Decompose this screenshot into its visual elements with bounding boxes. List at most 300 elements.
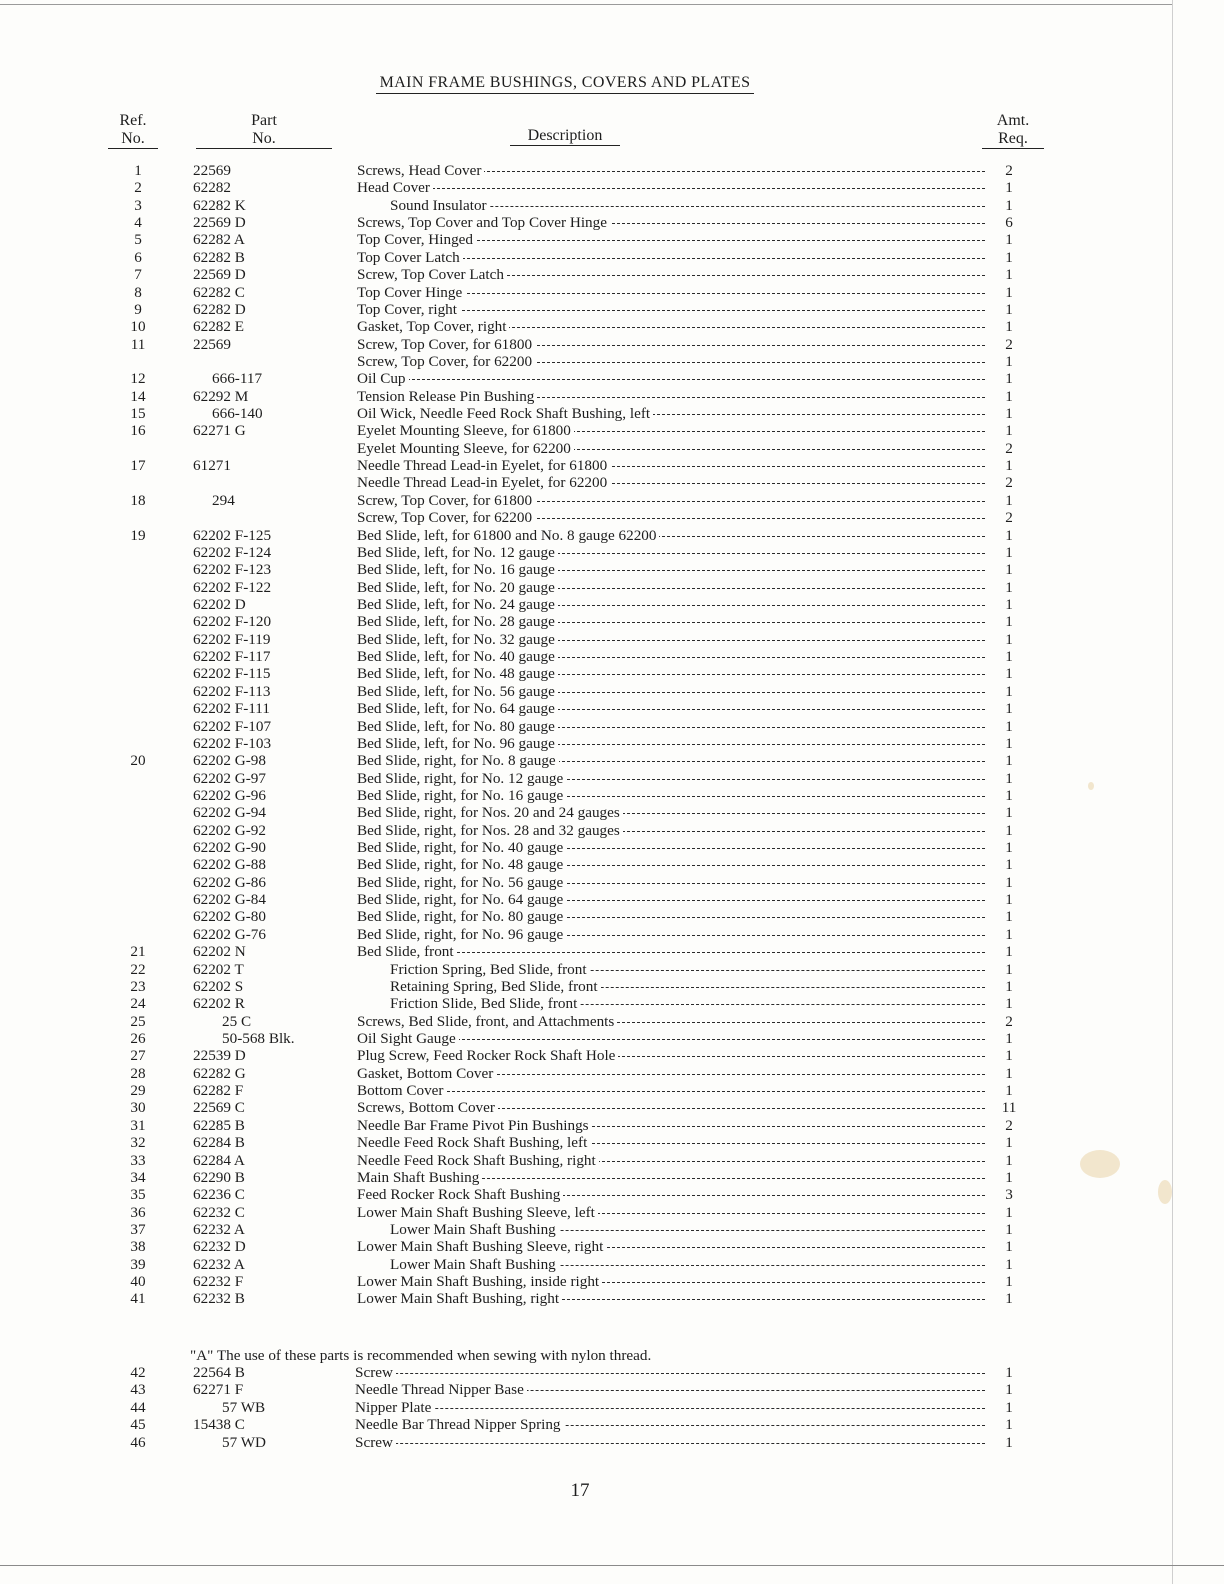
- table-row: [0, 1290, 1224, 1307]
- amount-required: 1: [1005, 977, 1013, 995]
- ref-no: 33: [130, 1151, 146, 1169]
- part-no: 62202 F-119: [193, 630, 271, 648]
- description-text: Feed Rocker Rock Shaft Bushing: [357, 1186, 563, 1203]
- ref-no: 11: [130, 335, 146, 353]
- amount-required: 1: [1005, 908, 1013, 926]
- part-no: 62202 G-86: [193, 873, 266, 891]
- amount-required: 1: [1005, 179, 1013, 197]
- description-text: Retaining Spring, Bed Slide, front: [390, 978, 601, 995]
- ref-no: 29: [130, 1082, 146, 1100]
- part-no: 62202 G-96: [193, 786, 266, 804]
- amount-required: 1: [1005, 1364, 1013, 1381]
- description-text: Bed Slide, right, for No. 40 gauge: [357, 839, 566, 856]
- description: [357, 891, 989, 908]
- description-text: Bed Slide, left, for No. 16 gauge: [357, 561, 558, 578]
- description: [357, 231, 989, 248]
- table-row: [0, 422, 1224, 439]
- part-no: 62232 B: [193, 1290, 245, 1308]
- description: [357, 162, 989, 179]
- description-text: Needle Bar Frame Pivot Pin Bushings: [357, 1117, 592, 1134]
- page-title: MAIN FRAME BUSHINGS, COVERS AND PLATES: [0, 73, 1130, 93]
- description: [357, 561, 989, 578]
- description: [357, 596, 989, 613]
- amount-required: 2: [1005, 162, 1013, 179]
- part-no: 62202 G-94: [193, 804, 266, 822]
- ref-no: 44: [130, 1398, 146, 1416]
- header-part-no: Part No.: [196, 112, 332, 149]
- description: [357, 457, 989, 474]
- part-no: 62202 T: [193, 960, 244, 978]
- table-row: [0, 266, 1224, 283]
- description-text: Needle Thread Lead-in Eyelet, for 62200: [357, 474, 610, 491]
- part-no: 62271 G: [193, 422, 246, 440]
- table-row: [0, 1169, 1224, 1186]
- page-edge-bottom: [0, 1565, 1224, 1566]
- description: [390, 995, 989, 1012]
- table-row: [0, 179, 1224, 196]
- description-text: Bed Slide, left, for No. 40 gauge: [357, 648, 558, 665]
- amount-required: 1: [1005, 821, 1013, 839]
- amount-required: 1: [1005, 266, 1013, 284]
- table-row: [0, 301, 1224, 318]
- part-no: 62284 B: [193, 1134, 245, 1152]
- description-text: Bed Slide, right, for Nos. 28 and 32 gauges: [357, 822, 623, 839]
- page-edge-top: [0, 4, 1172, 5]
- ref-no: 2: [134, 179, 142, 197]
- description-text: Bed Slide, left, for No. 48 gauge: [357, 665, 558, 682]
- description-text: Screw, Top Cover, for 62200: [357, 353, 535, 370]
- part-no: 62282 F: [193, 1082, 244, 1100]
- table-row: [0, 1047, 1224, 1064]
- table-row: [0, 1256, 1224, 1273]
- description-text: Oil Wick, Needle Feed Rock Shaft Bushing, left: [357, 405, 653, 422]
- description-text: Top Cover, right: [357, 301, 460, 318]
- description-text: Screws, Top Cover and Top Cover Hinge: [357, 214, 610, 231]
- amount-required: 1: [1005, 648, 1013, 666]
- description: [357, 249, 989, 266]
- ref-no: 15: [130, 405, 146, 423]
- description-text: Bed Slide, left, for No. 64 gauge: [357, 700, 558, 717]
- part-no: 62202 G-90: [193, 839, 266, 857]
- amount-required: 1: [1005, 717, 1013, 735]
- ref-no: 31: [130, 1116, 146, 1134]
- description: [357, 839, 989, 856]
- table-row: [0, 1065, 1224, 1082]
- part-no: 57 WB: [222, 1398, 266, 1416]
- amount-required: 1: [1005, 352, 1013, 370]
- table-row: [0, 665, 1224, 682]
- amount-required: 1: [1005, 248, 1013, 266]
- description-text: Gasket, Bottom Cover: [357, 1065, 496, 1082]
- description: [357, 683, 989, 700]
- description-text: Bed Slide, left, for 61800 and No. 8 gauge 62200: [357, 527, 659, 544]
- description-text: Friction Spring, Bed Slide, front: [390, 961, 590, 978]
- ref-no: 37: [130, 1220, 146, 1238]
- part-no: 57 WD: [222, 1433, 267, 1451]
- amount-required: 1: [1005, 1047, 1013, 1065]
- description-text: Bed Slide, left, for No. 96 gauge: [357, 735, 558, 752]
- part-no: 62282 D: [193, 300, 246, 318]
- description-text: Bed Slide, right, for No. 12 gauge: [357, 770, 566, 787]
- table-row: [0, 440, 1224, 457]
- part-no: 62202 F-124: [193, 543, 272, 561]
- table-row: [0, 1273, 1224, 1290]
- ref-no: 41: [130, 1290, 146, 1308]
- table-row: [0, 1434, 1224, 1451]
- part-no: 666-117: [212, 370, 263, 388]
- description-text: Bed Slide, left, for No. 32 gauge: [357, 631, 558, 648]
- amount-required: 2: [1005, 439, 1013, 457]
- ref-no: 35: [130, 1186, 146, 1204]
- amount-required: 1: [1005, 786, 1013, 804]
- ref-no: 46: [130, 1433, 146, 1451]
- description: [357, 1117, 989, 1134]
- description: [357, 874, 989, 891]
- amount-required: 2: [1005, 335, 1013, 353]
- table-row: [0, 214, 1224, 231]
- amount-required: 1: [1005, 526, 1013, 544]
- description: [357, 735, 989, 752]
- amount-required: 1: [1005, 596, 1013, 613]
- description-text: Head Cover: [357, 179, 433, 196]
- amount-required: 1: [1005, 943, 1013, 961]
- description: [357, 908, 989, 925]
- description: [357, 943, 989, 960]
- description: [357, 1290, 989, 1307]
- part-no: 62292 M: [193, 387, 249, 405]
- ref-no: 10: [130, 318, 146, 336]
- table-row: [0, 318, 1224, 335]
- description-text: Bed Slide, left, for No. 24 gauge: [357, 596, 558, 613]
- description: [357, 474, 989, 491]
- description-text: Lower Main Shaft Bushing Sleeve, left: [357, 1204, 598, 1221]
- part-no: 62202 G-92: [193, 821, 266, 839]
- amount-required: 1: [1005, 1134, 1013, 1152]
- table-row: [0, 943, 1224, 960]
- amount-required: 1: [1005, 1290, 1013, 1308]
- amount-required: 1: [1005, 1433, 1013, 1451]
- description: [357, 631, 989, 648]
- part-no: 62202 F-117: [193, 648, 271, 666]
- table-row: [0, 631, 1224, 648]
- description: [357, 405, 989, 422]
- description: [357, 752, 989, 769]
- amount-required: 1: [1005, 630, 1013, 648]
- description-text: Main Shaft Bushing: [357, 1169, 482, 1186]
- ref-no: 19: [130, 526, 146, 544]
- description: [357, 1013, 989, 1030]
- description: [357, 1204, 989, 1221]
- part-no: 62284 A: [193, 1151, 245, 1169]
- description-text: Needle Feed Rock Shaft Bushing, right: [357, 1152, 599, 1169]
- description-text: Eyelet Mounting Sleeve, for 62200: [357, 440, 574, 457]
- amount-required: 1: [1005, 422, 1013, 440]
- table-row: [0, 978, 1224, 995]
- part-no: 62282 C: [193, 283, 245, 301]
- part-no: 62271 F: [193, 1381, 244, 1399]
- table-row: [0, 1082, 1224, 1099]
- table-row: [0, 197, 1224, 214]
- amount-required: 1: [1005, 283, 1013, 301]
- description: [357, 926, 989, 943]
- description: [357, 179, 989, 196]
- part-no: 62282 G: [193, 1064, 246, 1082]
- amount-required: 1: [1005, 1151, 1013, 1169]
- amount-required: 1: [1005, 1238, 1013, 1256]
- description-text: Screws, Bed Slide, front, and Attachments: [357, 1013, 617, 1030]
- description-text: Bed Slide, right, for No. 56 gauge: [357, 874, 566, 891]
- table-row: [0, 284, 1224, 301]
- description: [357, 1065, 989, 1082]
- amount-required: 1: [1005, 1398, 1013, 1416]
- part-no: 62290 B: [193, 1168, 245, 1186]
- table-row: [0, 822, 1224, 839]
- description-text: Oil Cup: [357, 370, 409, 387]
- description-text: Bed Slide, right, for No. 8 gauge: [357, 752, 559, 769]
- part-no: 61271: [193, 457, 231, 475]
- description: [357, 1030, 989, 1047]
- part-no: 62232 A: [193, 1220, 245, 1238]
- part-no: 22569: [193, 162, 231, 179]
- description: [357, 336, 989, 353]
- description-text: Lower Main Shaft Bushing, right: [357, 1290, 562, 1307]
- amount-required: 1: [1005, 700, 1013, 718]
- description-text: Oil Sight Gauge: [357, 1030, 459, 1047]
- table-row: [0, 1099, 1224, 1116]
- part-no: 15438 C: [193, 1416, 245, 1434]
- description: [357, 1134, 989, 1151]
- amount-required: 1: [1005, 613, 1013, 631]
- part-no: 62202 D: [193, 596, 246, 613]
- amount-required: 2: [1005, 1012, 1013, 1030]
- description: [357, 422, 989, 439]
- amount-required: 1: [1005, 995, 1013, 1013]
- amount-required: 3: [1005, 1186, 1013, 1204]
- table-row: [0, 231, 1224, 248]
- description-text: Lower Main Shaft Bushing: [390, 1221, 559, 1238]
- description: [357, 648, 989, 665]
- description-text: Screw, Top Cover, for 61800: [357, 336, 535, 353]
- amount-required: 1: [1005, 682, 1013, 700]
- description: [357, 527, 989, 544]
- description: [357, 1082, 989, 1099]
- table-row: [0, 1238, 1224, 1255]
- amount-required: 1: [1005, 873, 1013, 891]
- description: [357, 700, 989, 717]
- amount-required: 2: [1005, 1116, 1013, 1134]
- ref-no: 23: [130, 977, 146, 995]
- table-row: [0, 1399, 1224, 1416]
- description-text: Needle Bar Thread Nipper Spring: [355, 1416, 564, 1433]
- ref-no: 6: [134, 248, 142, 266]
- description-text: Plug Screw, Feed Rocker Rock Shaft Hole: [357, 1047, 618, 1064]
- table-row: [0, 804, 1224, 821]
- table-row: [0, 1364, 1224, 1381]
- table-row: [0, 1221, 1224, 1238]
- description-text: Nipper Plate: [355, 1399, 434, 1416]
- amount-required: 1: [1005, 804, 1013, 822]
- ref-no: 28: [130, 1064, 146, 1082]
- amount-required: 1: [1005, 1273, 1013, 1291]
- description: [357, 388, 989, 405]
- table-row: [0, 561, 1224, 578]
- ref-no: 21: [130, 943, 146, 961]
- table-row: [0, 961, 1224, 978]
- description-text: Gasket, Top Cover, right: [357, 318, 509, 335]
- header-ref-no: Ref. No.: [108, 112, 158, 149]
- description: [390, 1221, 989, 1238]
- table-row: [0, 1030, 1224, 1047]
- description-text: Screws, Head Cover: [357, 162, 484, 179]
- table-row: [0, 787, 1224, 804]
- amount-required: 1: [1005, 231, 1013, 249]
- part-no: 62282 B: [193, 248, 245, 266]
- table-row: [0, 544, 1224, 561]
- description-text: Sound Insulator: [390, 197, 490, 214]
- ref-no: 25: [130, 1012, 146, 1030]
- ref-no: 14: [130, 387, 146, 405]
- table-row: [0, 596, 1224, 613]
- description: [357, 822, 989, 839]
- amount-required: 1: [1005, 457, 1013, 475]
- table-row: [0, 1117, 1224, 1134]
- description: [355, 1364, 989, 1381]
- table-row: [0, 1381, 1224, 1398]
- description-text: Top Cover Hinge: [357, 284, 465, 301]
- description: [357, 718, 989, 735]
- part-no: 62202 G-80: [193, 908, 266, 926]
- ref-no: 40: [130, 1273, 146, 1291]
- amount-required: 1: [1005, 925, 1013, 943]
- table-row: [0, 336, 1224, 353]
- part-no: 62282 A: [193, 231, 245, 249]
- amount-required: 2: [1005, 474, 1013, 492]
- description-text: Lower Main Shaft Bushing Sleeve, right: [357, 1238, 606, 1255]
- ref-no: 4: [134, 214, 142, 232]
- part-no: 62232 F: [193, 1273, 244, 1291]
- table-row: [0, 856, 1224, 873]
- description: [357, 787, 989, 804]
- amount-required: 1: [1005, 752, 1013, 770]
- amount-required: 1: [1005, 839, 1013, 857]
- amount-required: 1: [1005, 1203, 1013, 1221]
- amount-required: 1: [1005, 856, 1013, 874]
- description: [355, 1399, 989, 1416]
- table-row: [0, 874, 1224, 891]
- description: [357, 214, 989, 231]
- table-row: [0, 1416, 1224, 1433]
- part-no: 666-140: [212, 405, 263, 423]
- part-no: 62232 A: [193, 1255, 245, 1273]
- table-row: [0, 995, 1224, 1012]
- part-no: 62236 C: [193, 1186, 245, 1204]
- table-row: [0, 1013, 1224, 1030]
- part-no: 22569 D: [193, 214, 246, 232]
- description-text: Eyelet Mounting Sleeve, for 61800: [357, 422, 574, 439]
- description: [357, 1099, 989, 1116]
- description: [355, 1434, 989, 1451]
- ref-no: 16: [130, 422, 146, 440]
- amount-required: 1: [1005, 1082, 1013, 1100]
- description: [390, 197, 989, 214]
- table-row: [0, 700, 1224, 717]
- part-no: 50-568 Blk.: [222, 1030, 295, 1047]
- table-row: [0, 509, 1224, 526]
- header-amt-req: Amt. Req.: [982, 112, 1044, 149]
- part-no: 62202 F-107: [193, 717, 272, 735]
- table-row: [0, 770, 1224, 787]
- ref-no: 24: [130, 995, 146, 1013]
- table-row: [0, 1186, 1224, 1203]
- description-text: Bed Slide, right, for Nos. 20 and 24 gauges: [357, 804, 623, 821]
- amount-required: 1: [1005, 665, 1013, 683]
- description-text: Screw, Top Cover, for 61800: [357, 492, 535, 509]
- amount-required: 1: [1005, 1416, 1013, 1434]
- ref-no: 39: [130, 1255, 146, 1273]
- part-no: 62202 F-122: [193, 578, 272, 596]
- description-text: Screws, Bottom Cover: [357, 1099, 498, 1116]
- amount-required: 1: [1005, 543, 1013, 561]
- description: [355, 1381, 989, 1398]
- description-text: Screw, Top Cover Latch: [357, 266, 507, 283]
- description-text: Bed Slide, right, for No. 48 gauge: [357, 856, 566, 873]
- part-no: 22539 D: [193, 1047, 246, 1065]
- description: [357, 1273, 989, 1290]
- description-text: Needle Thread Nipper Base: [355, 1381, 527, 1398]
- ref-no: 30: [130, 1099, 146, 1117]
- description: [357, 492, 989, 509]
- description-text: Screw, Top Cover, for 62200: [357, 509, 535, 526]
- description-text: Bed Slide, right, for No. 96 gauge: [357, 926, 566, 943]
- description-text: Top Cover Latch: [357, 249, 463, 266]
- description-text: Screw: [355, 1434, 396, 1451]
- part-no: 22569: [193, 335, 231, 353]
- part-no: 22569 C: [193, 1099, 245, 1117]
- table-row: [0, 648, 1224, 665]
- description-text: Bed Slide, left, for No. 28 gauge: [357, 613, 558, 630]
- amount-required: 1: [1005, 561, 1013, 579]
- amount-required: 1: [1005, 318, 1013, 336]
- description: [390, 961, 989, 978]
- ref-no: 26: [130, 1030, 146, 1047]
- ref-no: 17: [130, 457, 146, 475]
- part-no: 62285 B: [193, 1116, 245, 1134]
- amount-required: 1: [1005, 960, 1013, 978]
- description: [357, 284, 989, 301]
- part-no: 62202 F-125: [193, 526, 272, 544]
- part-no: 62232 C: [193, 1203, 245, 1221]
- table-row: [0, 891, 1224, 908]
- part-no: 62282 E: [193, 318, 245, 336]
- ref-no: 45: [130, 1416, 146, 1434]
- description: [357, 665, 989, 682]
- amount-required: 1: [1005, 370, 1013, 388]
- amount-required: 11: [1001, 1099, 1017, 1117]
- amount-required: 1: [1005, 769, 1013, 787]
- table-row: [0, 474, 1224, 491]
- description: [357, 301, 989, 318]
- nylon-thread-note: "A" The use of these parts is recommended when sewing with nylon thread.: [190, 1347, 652, 1364]
- ref-no: 5: [134, 231, 142, 249]
- table-row: [0, 926, 1224, 943]
- description-text: Lower Main Shaft Bushing: [390, 1256, 559, 1273]
- description-text: Bed Slide, left, for No. 12 gauge: [357, 544, 558, 561]
- ref-no: 3: [134, 196, 142, 214]
- amount-required: 1: [1005, 1168, 1013, 1186]
- description: [355, 1416, 989, 1433]
- ref-no: 8: [134, 283, 142, 301]
- table-row: [0, 839, 1224, 856]
